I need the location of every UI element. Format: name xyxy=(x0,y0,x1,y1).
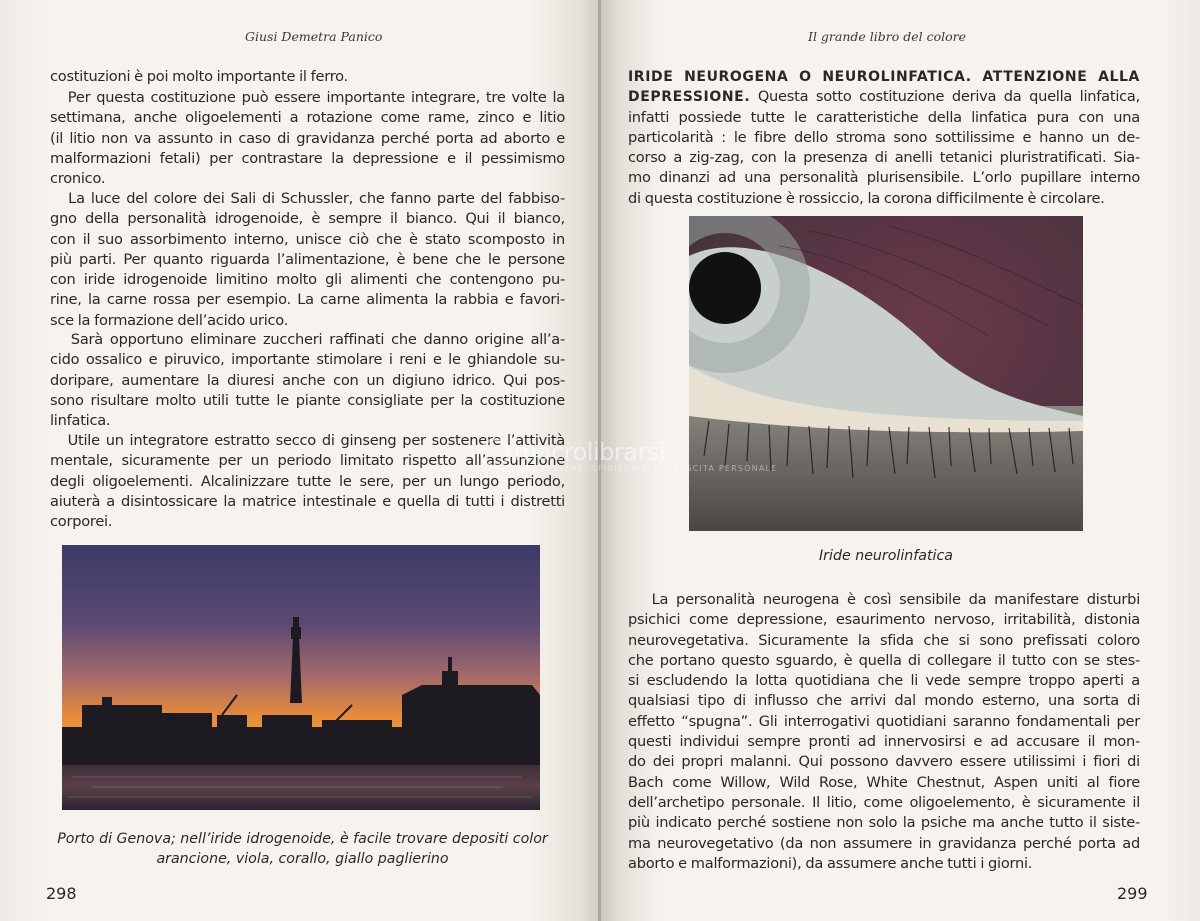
text-line: mo dinanzi ad una personalità plurisensibile. L’orlo pupillare interno xyxy=(628,169,1140,187)
text-line: (il litio non va assunto in caso di gravidanza perché porta ad aborto e xyxy=(50,129,565,147)
text-line: Per questa costituzione può essere importante integrare, tre volte la xyxy=(50,89,565,106)
genova-photo-caption xyxy=(50,829,555,869)
text-line: di questa costituzione è rossiccio, la corona difficilmente è circolare. xyxy=(628,189,1105,207)
text-line: aborto e malformazioni), da assumere anche tutti i giorni. xyxy=(628,854,1033,872)
text-line: effetto “spugna”. Gli interrogativi quotidiani saranno fondamentali per xyxy=(628,712,1140,730)
text-line: neurovegetativa. Sicuramente la sfida che si sono prefissati coloro xyxy=(628,631,1140,649)
eye-photo-caption: Iride neurolinfatica xyxy=(819,548,953,564)
watermark-subtext: BENESSERE, SPIRITUALITÀ, CRESCITA PERSONALE xyxy=(526,464,778,473)
text-line: ma neurovegetativo (da non assumere in gravidanza perché porta ad xyxy=(628,834,1140,852)
section-heading: IRIDE NEUROGENA O NEUROLINFATICA. ATTENZIONE ALLA xyxy=(628,69,1140,85)
left-page-number: 298 xyxy=(46,884,77,903)
text-line: Bach come Willow, Wild Rose, White Chestnut, Aspen uniti al fiore xyxy=(628,773,1140,791)
text-line: particolarità : le fibre dello stroma sono sottilissime e hanno un de- xyxy=(628,128,1140,146)
text-line: doripare, aumentare la diuresi anche con un digiuno idrico. Qui pos- xyxy=(50,371,565,389)
left-paragraph-4 xyxy=(50,330,565,431)
text-line: questi individui sempre pronti ad innervosirsi e ad accusare il mon- xyxy=(628,733,1140,751)
watermark-text: macrolibrarsi xyxy=(514,438,665,466)
text-line: costituzioni è poi molto importante il ferro. xyxy=(50,68,348,85)
right-page-number: 299 xyxy=(1117,884,1148,903)
text-line: malformazioni fetali) per contrastare la depressione e il pessimismo xyxy=(50,149,565,167)
eye-iris-photo xyxy=(689,216,1083,531)
right-running-head: Il grande libro del colore xyxy=(808,29,967,44)
text-line: si escludendo la lotta quotidiana che li vede sempre troppo aperti a xyxy=(628,672,1140,690)
text-line: dell’archetipo personale. Il litio, come oligoelemento, è sicuramente il xyxy=(628,793,1140,811)
text-line: più parti. Per quanto riguarda l’alimentazione, è bene che le persone xyxy=(50,250,565,268)
text-line: rine, la carne rossa per esempio. La carne alimenta la rabbia e favori- xyxy=(50,291,565,309)
text-line: infatti possiede tutte le caratteristiche della linfatica pura con una xyxy=(628,108,1140,126)
right-intro-paragraph xyxy=(628,67,1140,209)
text-line: cronico. xyxy=(50,170,106,188)
section-heading-end: DEPRESSIONE. xyxy=(628,89,751,106)
text-line: degli oligoelementi. Alcalinizzare tutte le sere, per un lungo periodo, xyxy=(50,472,565,490)
text-line: qualsiasi tipo di influsso che arrivi dal mondo esterno, una sorta di xyxy=(628,692,1140,710)
text-line: corporei. xyxy=(50,513,113,531)
text-line: psichici come depressione, esaurimento nervoso, irritabilità, distonia xyxy=(628,611,1140,629)
left-running-head: Giusi Demetra Panico xyxy=(245,29,383,44)
text-line: do dei propri malanni. Qui possono davvero essere utilissimi i fiori di xyxy=(628,753,1140,771)
text-line: Utile un integratore estratto secco di ginseng per sostenere l’attività xyxy=(50,432,565,449)
text-line: sono risultare molto utili tutte le piante consigliate per la costituzione xyxy=(50,391,565,409)
text-line: cido ossalico e piruvico, importante stimolare i reni e le ghiandole su- xyxy=(50,351,565,369)
text-line: La personalità neurogena è così sensibile da manifestare disturbi xyxy=(628,591,1140,608)
watermark-logo-icon xyxy=(480,438,510,468)
caption-line: arancione, viola, corallo, giallo paglierino xyxy=(156,851,449,867)
text-line: con iride idrogenoide limitino molto gli alimenti che contengono pu- xyxy=(50,271,565,289)
text-line: gno della personalità idrogenoide, è sempre il bianco. Qui il bianco, xyxy=(50,210,565,228)
text-line: aiuterà a disintossicare la matrice intestinale e quella di tutti i distretti xyxy=(50,492,565,510)
left-paragraph-3 xyxy=(50,189,565,331)
text-line: più indicato perché sostiene non solo la psiche ma anche tutto il siste- xyxy=(628,814,1140,832)
right-body-paragraph xyxy=(628,590,1140,874)
left-paragraph-1 xyxy=(50,67,565,87)
text-line: corso a zig-zag, con la presenza di anelli tetanici pluristratificati. Sia- xyxy=(628,149,1140,167)
left-paragraph-2 xyxy=(50,88,565,189)
text-line: settimana, anche oligoelementi a rotazione come rame, zinco e litio xyxy=(50,109,565,127)
text-line: linfatica. xyxy=(50,412,111,430)
watermark xyxy=(480,438,777,473)
text-line: che portano questo sguardo, è quella di collegare il tutto con se stes- xyxy=(628,651,1140,669)
caption-line: Porto di Genova; nell’iride idrogenoide, è facile trovare depositi color xyxy=(57,831,548,847)
text-fragment: Questa sotto costituzione deriva da quella linfatica, xyxy=(750,88,1140,106)
text-line: mentale, sicuramente per un periodo limitato rispetto all’assunzione xyxy=(50,452,565,470)
text-line: La luce del colore dei Sali di Schussler, che fanno parte del fabbiso- xyxy=(50,190,565,207)
text-line: con il suo assorbimento interno, unisce ciò che è stato scomposto in xyxy=(50,230,565,248)
text-line xyxy=(628,87,1140,107)
genova-harbor-photo xyxy=(62,545,540,810)
text-line: sce la formazione dell’acido urico. xyxy=(50,311,289,329)
text-line: Sarà opportuno eliminare zuccheri raffinati che danno origine all’a- xyxy=(50,331,565,348)
